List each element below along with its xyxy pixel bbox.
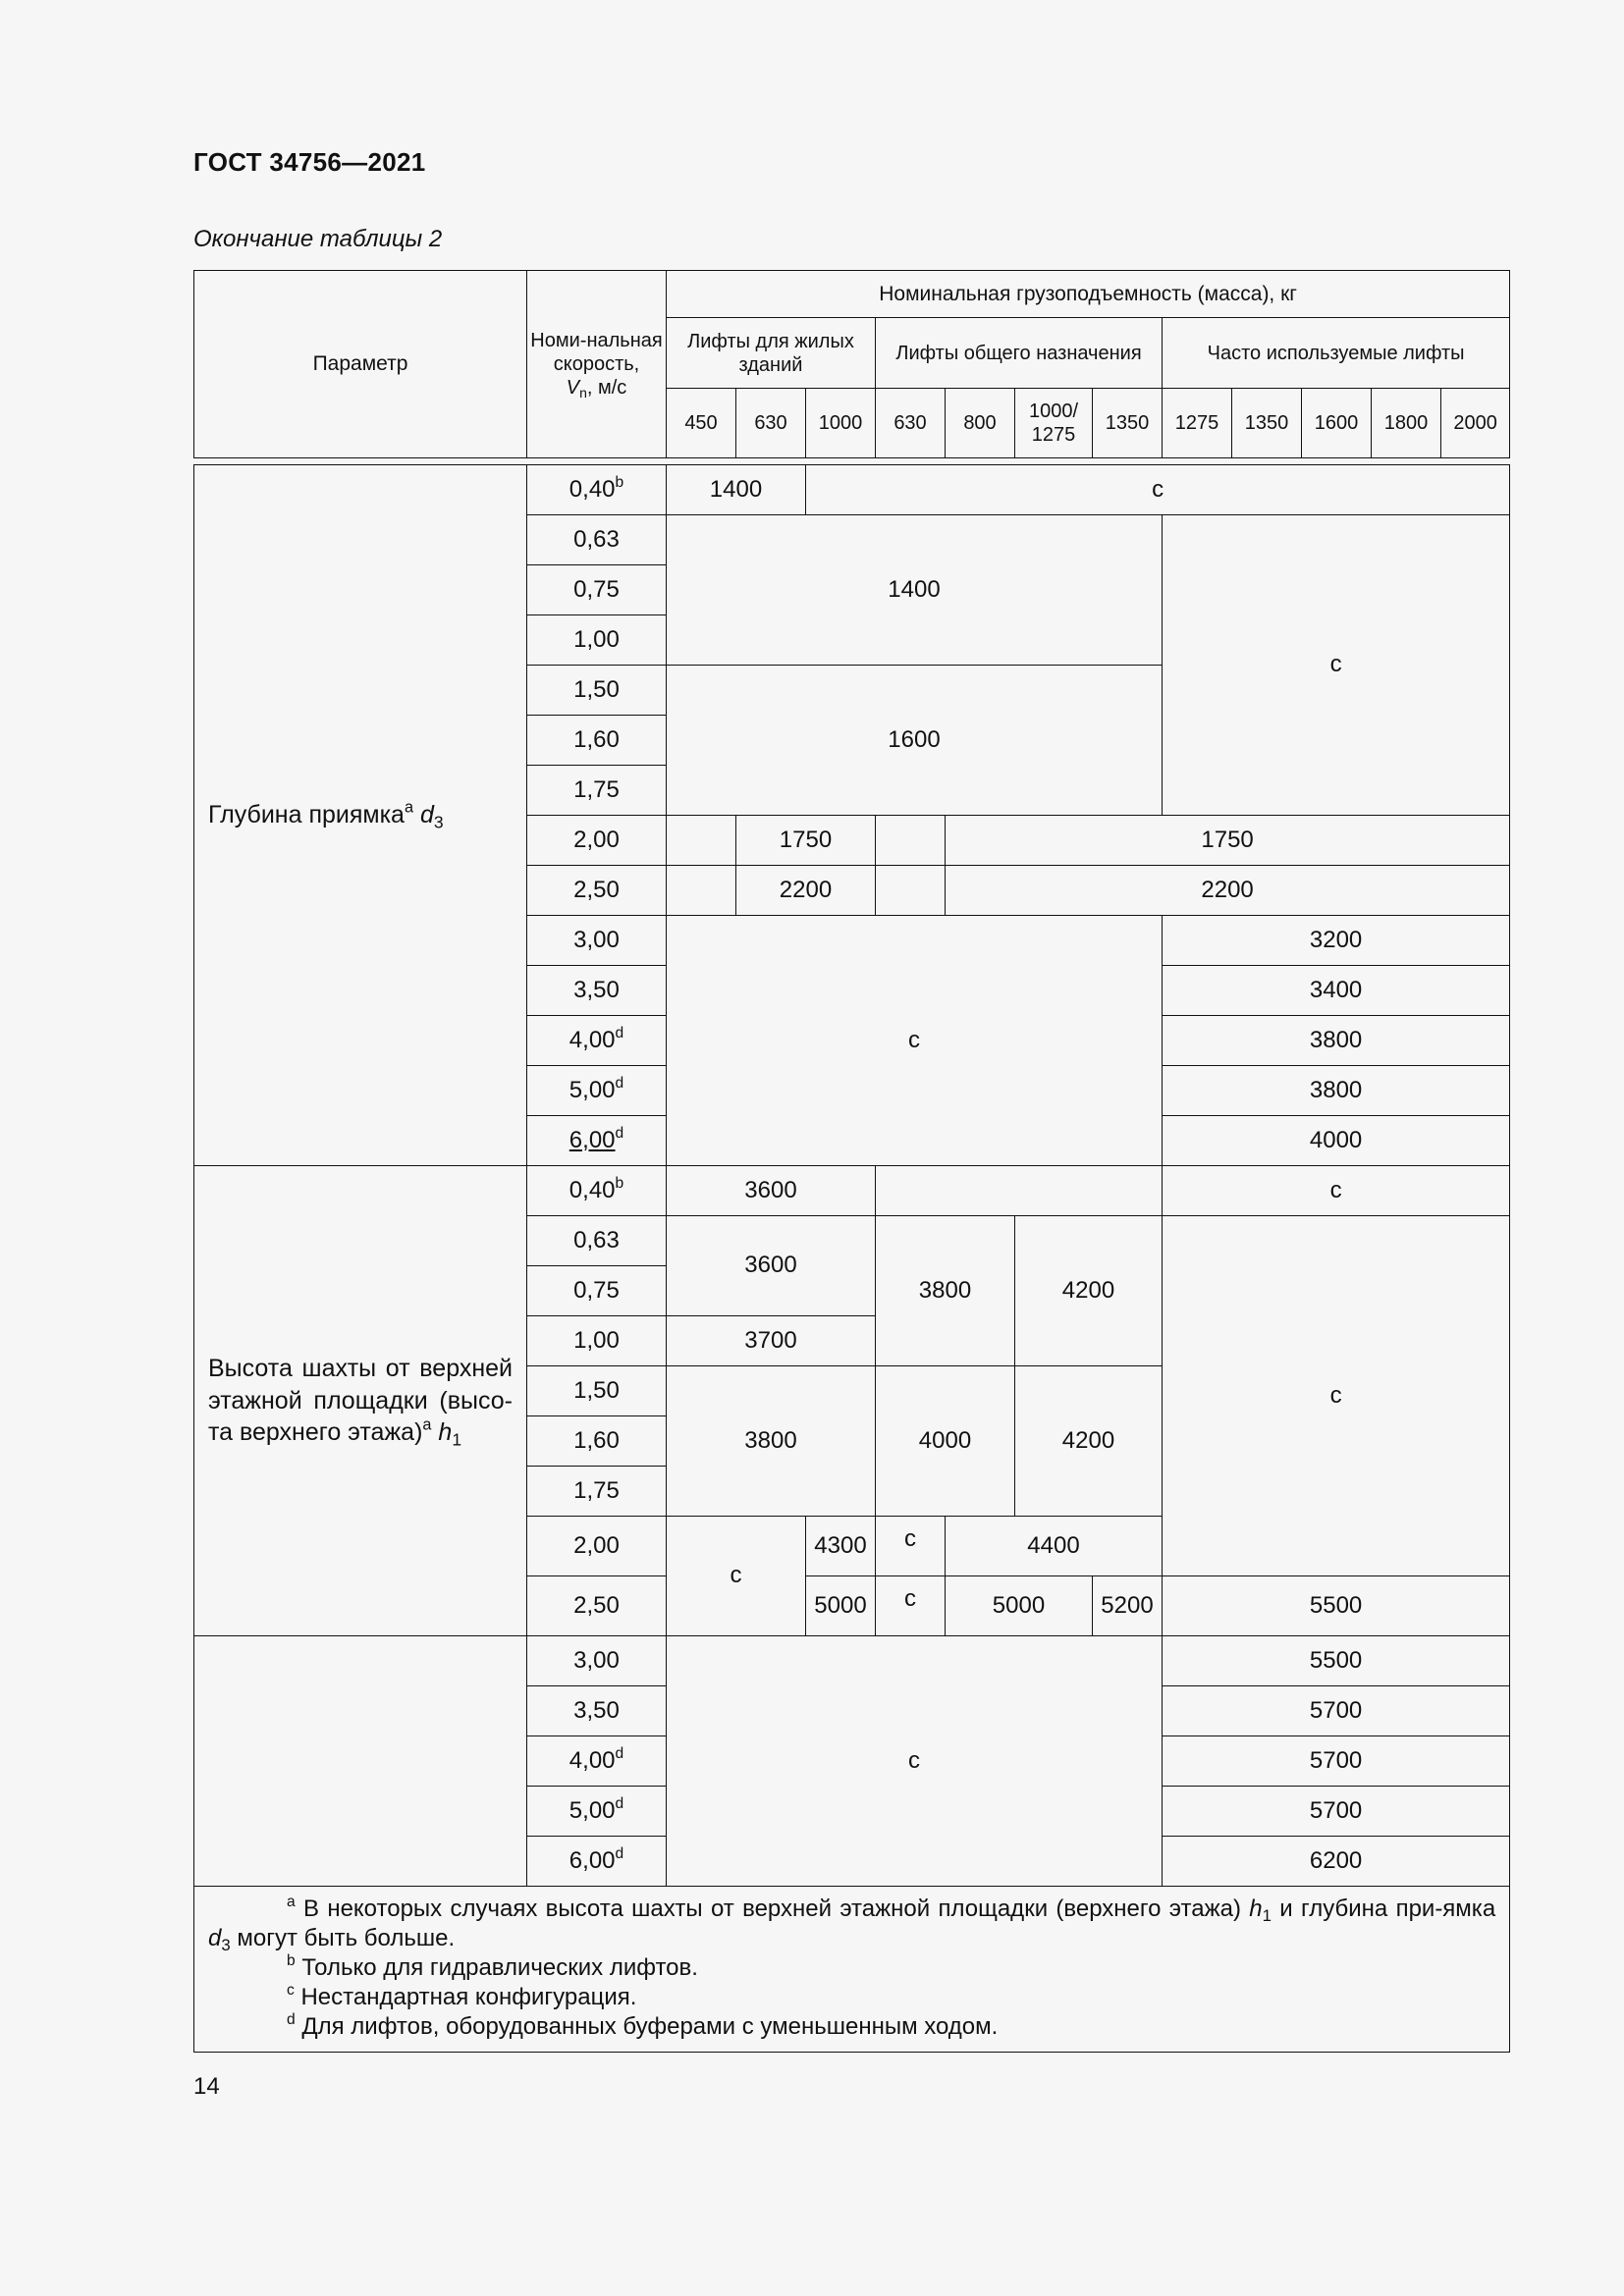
value-cell: 5700 xyxy=(1163,1686,1510,1736)
value-cell: 3400 xyxy=(1163,966,1510,1016)
value-cell: 3800 xyxy=(667,1366,876,1517)
value-cell: 2200 xyxy=(946,866,1510,916)
value-cell: 1400 xyxy=(667,465,806,515)
load-1275: 1275 xyxy=(1163,389,1232,458)
value-cell xyxy=(667,866,736,916)
value-cell: c xyxy=(667,1636,1163,1887)
speed-cell: 1,60 xyxy=(527,1416,667,1467)
table-caption: Окончание таблицы 2 xyxy=(193,226,443,252)
speed-cell: 1,50 xyxy=(527,666,667,716)
value-cell: 4300 xyxy=(806,1517,876,1576)
speed-cell: 3,00 xyxy=(527,916,667,966)
load-1350: 1350 xyxy=(1093,389,1163,458)
speed-cell: 1,50 xyxy=(527,1366,667,1416)
load-1350-frequent: 1350 xyxy=(1232,389,1302,458)
speed-cell: 0,75 xyxy=(527,565,667,615)
speed-cell: 5,00$^d$ xyxy=(527,1787,667,1837)
speed-cell: 1,75 xyxy=(527,1467,667,1517)
speed-cell: 2,50 xyxy=(527,866,667,916)
speed-cell: 0,63 xyxy=(527,515,667,565)
param-pit-depth: Глубина приямка$^a$ $d_3$ xyxy=(194,465,527,1166)
value-cell: 4200 xyxy=(1015,1366,1163,1517)
value-cell: 4000 xyxy=(876,1366,1015,1517)
value-cell: 5000 xyxy=(946,1576,1093,1636)
param-headroom: Высота шахты от верхней этажной площадки (высо-та верхнего этажа)$^a$ $h_1$ xyxy=(194,1166,527,1636)
speed-cell: 3,50 xyxy=(527,966,667,1016)
speed-cell: 0,63 xyxy=(527,1216,667,1266)
speed-cell: 2,00 xyxy=(527,816,667,866)
value-cell: 5000 xyxy=(806,1576,876,1636)
value-cell: 4000 xyxy=(1163,1116,1510,1166)
value-cell: 5500 xyxy=(1163,1636,1510,1686)
speed-cell: 3,50 xyxy=(527,1686,667,1736)
speed-cell: 0,40$^b$ xyxy=(527,465,667,515)
speed-cell: 5,00$^d$ xyxy=(527,1066,667,1116)
speed-cell: 3,00 xyxy=(527,1636,667,1686)
value-cell: c xyxy=(876,1517,946,1576)
lift-parameters-table xyxy=(193,270,1510,2053)
value-cell xyxy=(667,816,736,866)
load-630: 630 xyxy=(736,389,806,458)
value-cell: 4400 xyxy=(946,1517,1163,1576)
value-cell: 3600 xyxy=(667,1216,876,1316)
value-cell: c xyxy=(876,1576,946,1636)
header-separator xyxy=(194,458,1510,465)
speed-cell: 0,40$^b$ xyxy=(527,1166,667,1216)
speed-cell: 0,75 xyxy=(527,1266,667,1316)
load-450: 450 xyxy=(667,389,736,458)
speed-cell: 1,00 xyxy=(527,1316,667,1366)
value-cell xyxy=(876,816,946,866)
speed-cell: 6,00$^d$ xyxy=(527,1837,667,1887)
value-cell: 4200 xyxy=(1015,1216,1163,1366)
speed-cell: 6,00$^d$ xyxy=(527,1116,667,1166)
value-cell: 1400 xyxy=(667,515,1163,666)
value-cell: 3800 xyxy=(1163,1066,1510,1116)
load-800: 800 xyxy=(946,389,1015,458)
page-number: 14 xyxy=(193,2073,220,2100)
value-cell: 3700 xyxy=(667,1316,876,1366)
value-cell: 5700 xyxy=(1163,1787,1510,1837)
load-1000: 1000 xyxy=(806,389,876,458)
header-group-general: Лифты общего назначения xyxy=(876,318,1163,389)
footnote-b: $^b$ Только для гидравлических лифтов. xyxy=(287,1951,698,1981)
speed-cell: 2,50 xyxy=(527,1576,667,1636)
table-footnotes xyxy=(194,1887,1510,2053)
value-cell xyxy=(876,1166,1163,1216)
value-cell: 5700 xyxy=(1163,1736,1510,1787)
document-code: ГОСТ 34756—2021 xyxy=(193,147,426,177)
value-cell: 1750 xyxy=(946,816,1510,866)
footnote-a: $^a$ В некоторых случаях высота шахты от верхней этажной площадки (верхнего этажа) $h_1$ и глубина при-ямка $d_3$ могут быть больше. xyxy=(208,1893,1496,1955)
header-capacity: Номинальная грузоподъемность (масса), кг xyxy=(667,271,1510,318)
load-1800: 1800 xyxy=(1372,389,1441,458)
value-cell: 3800 xyxy=(1163,1016,1510,1066)
value-cell: 5500 xyxy=(1163,1576,1510,1636)
value-cell: 5200 xyxy=(1093,1576,1163,1636)
value-cell: 1750 xyxy=(736,816,876,866)
value-cell: c xyxy=(1163,515,1510,816)
load-1600: 1600 xyxy=(1302,389,1372,458)
header-speed-text: Номи-нальная скорость, xyxy=(530,330,663,375)
speed-cell: 4,00$^d$ xyxy=(527,1016,667,1066)
header-speed: Номи-нальная скорость, $V_n$, м/с xyxy=(527,271,667,458)
speed-cell: 1,75 xyxy=(527,766,667,816)
value-cell: 1600 xyxy=(667,666,1163,816)
header-group-residential: Лифты для жилых зданий xyxy=(667,318,876,389)
value-cell: 6200 xyxy=(1163,1837,1510,1887)
value-cell: c xyxy=(667,1517,806,1636)
footnote-c: $^c$ Нестандартная конфигурация. xyxy=(287,1981,637,2010)
load-630-general: 630 xyxy=(876,389,946,458)
speed-cell: 2,00 xyxy=(527,1517,667,1576)
value-cell: c xyxy=(1163,1216,1510,1576)
value-cell: 3600 xyxy=(667,1166,876,1216)
speed-cell: 1,00 xyxy=(527,615,667,666)
load-1000-1275: 1000/ 1275 xyxy=(1015,389,1093,458)
header-parameter: Параметр xyxy=(194,271,527,458)
value-cell: c xyxy=(667,916,1163,1166)
header-group-frequent: Часто используемые лифты xyxy=(1163,318,1510,389)
speed-cell: 4,00$^d$ xyxy=(527,1736,667,1787)
value-cell: 3200 xyxy=(1163,916,1510,966)
value-cell: c xyxy=(806,465,1510,515)
load-2000: 2000 xyxy=(1441,389,1510,458)
value-cell: 2200 xyxy=(736,866,876,916)
speed-cell: 1,60 xyxy=(527,716,667,766)
value-cell xyxy=(876,866,946,916)
value-cell: c xyxy=(1163,1166,1510,1216)
param-empty xyxy=(194,1636,527,1887)
value-cell: 3800 xyxy=(876,1216,1015,1366)
footnote-d: $^d$ Для лифтов, оборудованных буферами с уменьшенным ходом. xyxy=(287,2010,999,2040)
